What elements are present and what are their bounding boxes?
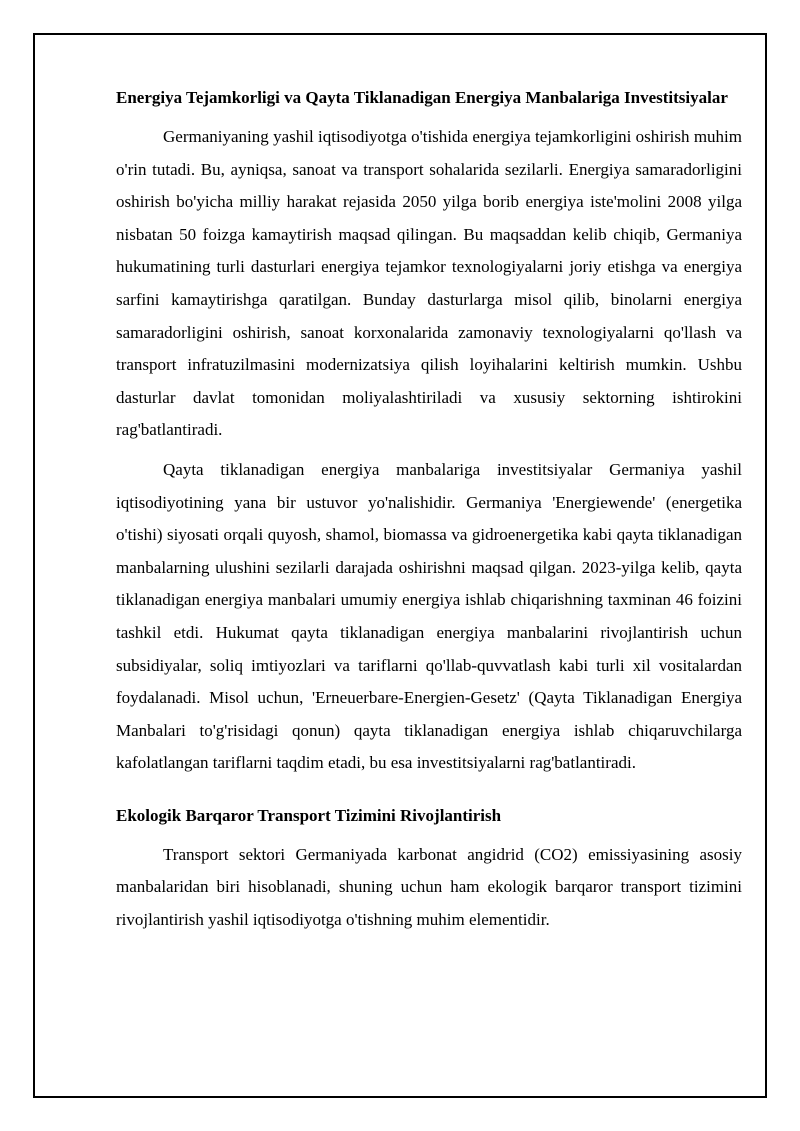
paragraph-energy-efficiency: Germaniyaning yashil iqtisodiyotga o'tishida energiya tejamkorligini oshirish muhim o'rin tutadi. Bu, ayniqsa, sanoat va transport sohalarida sezilarli. Energiya samaradorligini oshirish bo'yicha milliy harakat rejasida 2050 yilga borib energiya iste'molini 2008 yilga nisbatan 50 foizga kamaytirish maqsad qilingan. Bu maqsaddan kelib chiqib, Germaniya hukumatining turli dasturlari energiya tejamkor texnologiyalarni joriy etishga va energiya sarfini kamaytirishga qaratilgan. Bunday dasturlarga misol qilib, binolarni energiya samaradorligini oshirish, sanoat korxonalarida zamonaviy texnologiyalarni qo'llash va transport infratuzilmasini modernizatsiya qilish loyihalarini keltirish mumkin. Ushbu dasturlar davlat tomonidan moliyalashtiriladi va xususiy sektorning ishtirokini rag'batlantiradi.: [116, 127, 742, 440]
section-heading-sustainable-transport: Ekologik Barqaror Transport Tizimini Rivojlantirish: [116, 805, 502, 825]
paragraph-renewable-investments: Qayta tiklanadigan energiya manbalariga investitsiyalar Germaniya yashil iqtisodiyotining yana bir ustuvor yo'nalishidir. Germaniya 'Energiewende' (energetika o'tishi) siyosati orqali quyosh, shamol, biomassa va gidroenergetika kabi qayta tiklanadigan manbalarning ulushini sezilarli darajada oshirishni maqsad qilgan. 2023-yilga kelib, qayta tiklanadigan energiya manbalari umumiy energiya ishlab chiqarishning taxminan 46 foizini tashkil etdi. Hukumat qayta tiklanadigan energiya manbalarini rivojlantirish uchun subsidiyalar, soliq imtiyozlari va tariflarni qo'llab-quvvatlash kabi turli xil vositalardan foydalanadi. Misol uchun, 'Erneuerbare-Energien-Gesetz' (Qayta Tiklanadigan Energiya Manbalari to'g'risidagi qonun) qayta tiklanadigan energiya ishlab chiqaruvchilarga kafolatlangan tariflarni taqdim etadi, bu esa investitsiyalarni rag'batlantiradi.: [116, 459, 742, 773]
paragraph-transport-sector: Transport sektori Germaniyada karbonat angidrid (CO2) emissiyasining asosiy manbalaridan biri hisoblanadi, shuning uchun ham ekologik barqaror transport tizimini rivojlantirish yashil iqtisodiyotga o'tishning muhim elementidir.: [116, 844, 742, 930]
document-body: [116, 86, 742, 944]
section-heading-energy-investments: Energiya Tejamkorligi va Qayta Tiklanadigan Energiya Manbalariga Investitsiyalar: [116, 88, 728, 107]
